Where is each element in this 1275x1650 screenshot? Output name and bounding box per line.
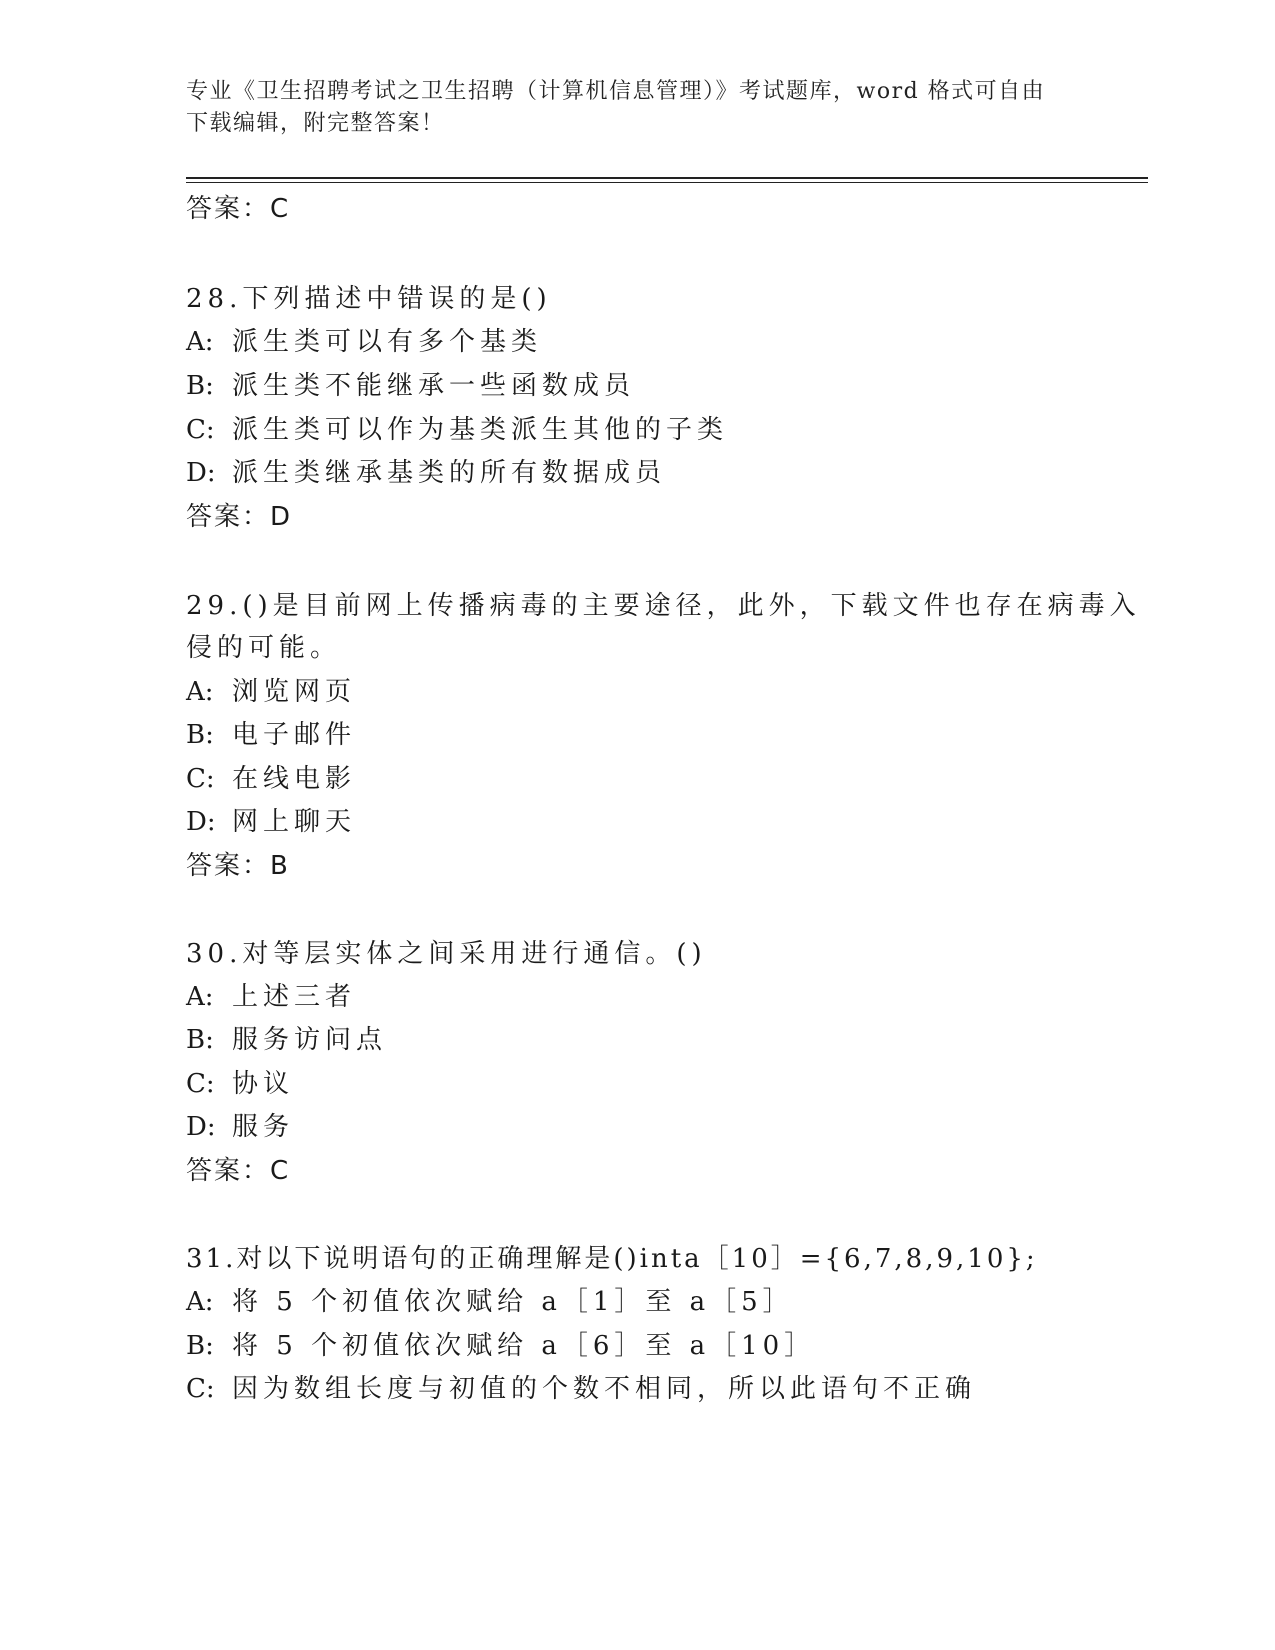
question-28-option-b xyxy=(186,369,635,403)
option-letter: D: xyxy=(186,458,216,488)
option-letter: B: xyxy=(186,371,214,401)
option-text: 派生类可以作为基类派生其他的子类 xyxy=(232,415,729,445)
option-text: 将 5 个初值依次赋给 a［6］至 a［10］ xyxy=(232,1331,816,1361)
question-30-option-d xyxy=(186,1110,294,1144)
question-30-answer: 答案：C xyxy=(186,1156,291,1186)
header-rule-thick xyxy=(186,177,1148,179)
option-text: 派生类继承基类的所有数据成员 xyxy=(232,458,667,488)
option-text: 将 5 个初值依次赋给 a［1］至 a［5］ xyxy=(232,1287,794,1317)
question-29-stem-line2: 侵的可能。 xyxy=(186,633,342,663)
option-letter: C: xyxy=(186,764,215,794)
question-29-option-b xyxy=(186,718,356,752)
question-28-option-c xyxy=(186,413,728,447)
option-text: 派生类可以有多个基类 xyxy=(232,327,543,357)
question-30-option-a xyxy=(186,980,356,1014)
option-text: 网上聊天 xyxy=(232,807,357,837)
option-letter: D: xyxy=(186,1112,216,1142)
question-30-option-c xyxy=(186,1067,294,1101)
question-31-stem: 31.对以下说明语句的正确理解是()inta［10］={6,7,8,9,10}; xyxy=(186,1244,1038,1274)
question-29-answer: 答案：B xyxy=(186,851,290,881)
question-28-option-d xyxy=(186,456,666,490)
document-header: 专业《卫生招聘考试之卫生招聘（计算机信息管理）》考试题库，word 格式可自由下载编辑，附完整答案！ xyxy=(186,79,1046,136)
header-rule-thin xyxy=(186,182,1148,183)
question-31-option-a xyxy=(186,1285,794,1319)
option-text: 电子邮件 xyxy=(232,720,357,750)
question-31-option-c xyxy=(186,1372,976,1406)
answer-prev: 答案：C xyxy=(186,194,291,224)
option-letter: A: xyxy=(186,327,214,357)
option-text: 派生类不能继承一些函数成员 xyxy=(232,371,636,401)
option-text: 服务访问点 xyxy=(232,1025,388,1055)
question-30-option-b xyxy=(186,1023,387,1057)
option-letter: B: xyxy=(186,720,214,750)
question-28-stem: 28.下列描述中错误的是() xyxy=(186,284,552,314)
question-30-stem: 30.对等层实体之间采用进行通信。() xyxy=(186,939,707,969)
option-text: 在线电影 xyxy=(232,764,357,794)
option-letter: C: xyxy=(186,1069,215,1099)
question-28-answer: 答案：D xyxy=(186,502,293,532)
option-letter: B: xyxy=(186,1331,214,1361)
option-letter: A: xyxy=(186,982,214,1012)
option-letter: B: xyxy=(186,1025,214,1055)
option-text: 因为数组长度与初值的个数不相同，所以此语句不正确 xyxy=(232,1374,977,1404)
question-29-option-d xyxy=(186,805,356,839)
question-29-stem-line1: 29.()是目前网上传播病毒的主要途径，此外，下载文件也存在病毒入 xyxy=(186,591,1141,621)
option-text: 服务 xyxy=(232,1112,295,1142)
option-letter: A: xyxy=(186,1287,214,1317)
question-31-option-b xyxy=(186,1329,815,1363)
option-letter: D: xyxy=(186,807,216,837)
question-29-option-a xyxy=(186,675,356,709)
option-text: 协议 xyxy=(232,1069,295,1099)
option-text: 上述三者 xyxy=(232,982,357,1012)
question-28-option-a xyxy=(186,325,542,359)
question-29-option-c xyxy=(186,762,356,796)
option-text: 浏览网页 xyxy=(232,677,357,707)
option-letter: C: xyxy=(186,415,215,445)
option-letter: A: xyxy=(186,677,214,707)
option-letter: C: xyxy=(186,1374,215,1404)
